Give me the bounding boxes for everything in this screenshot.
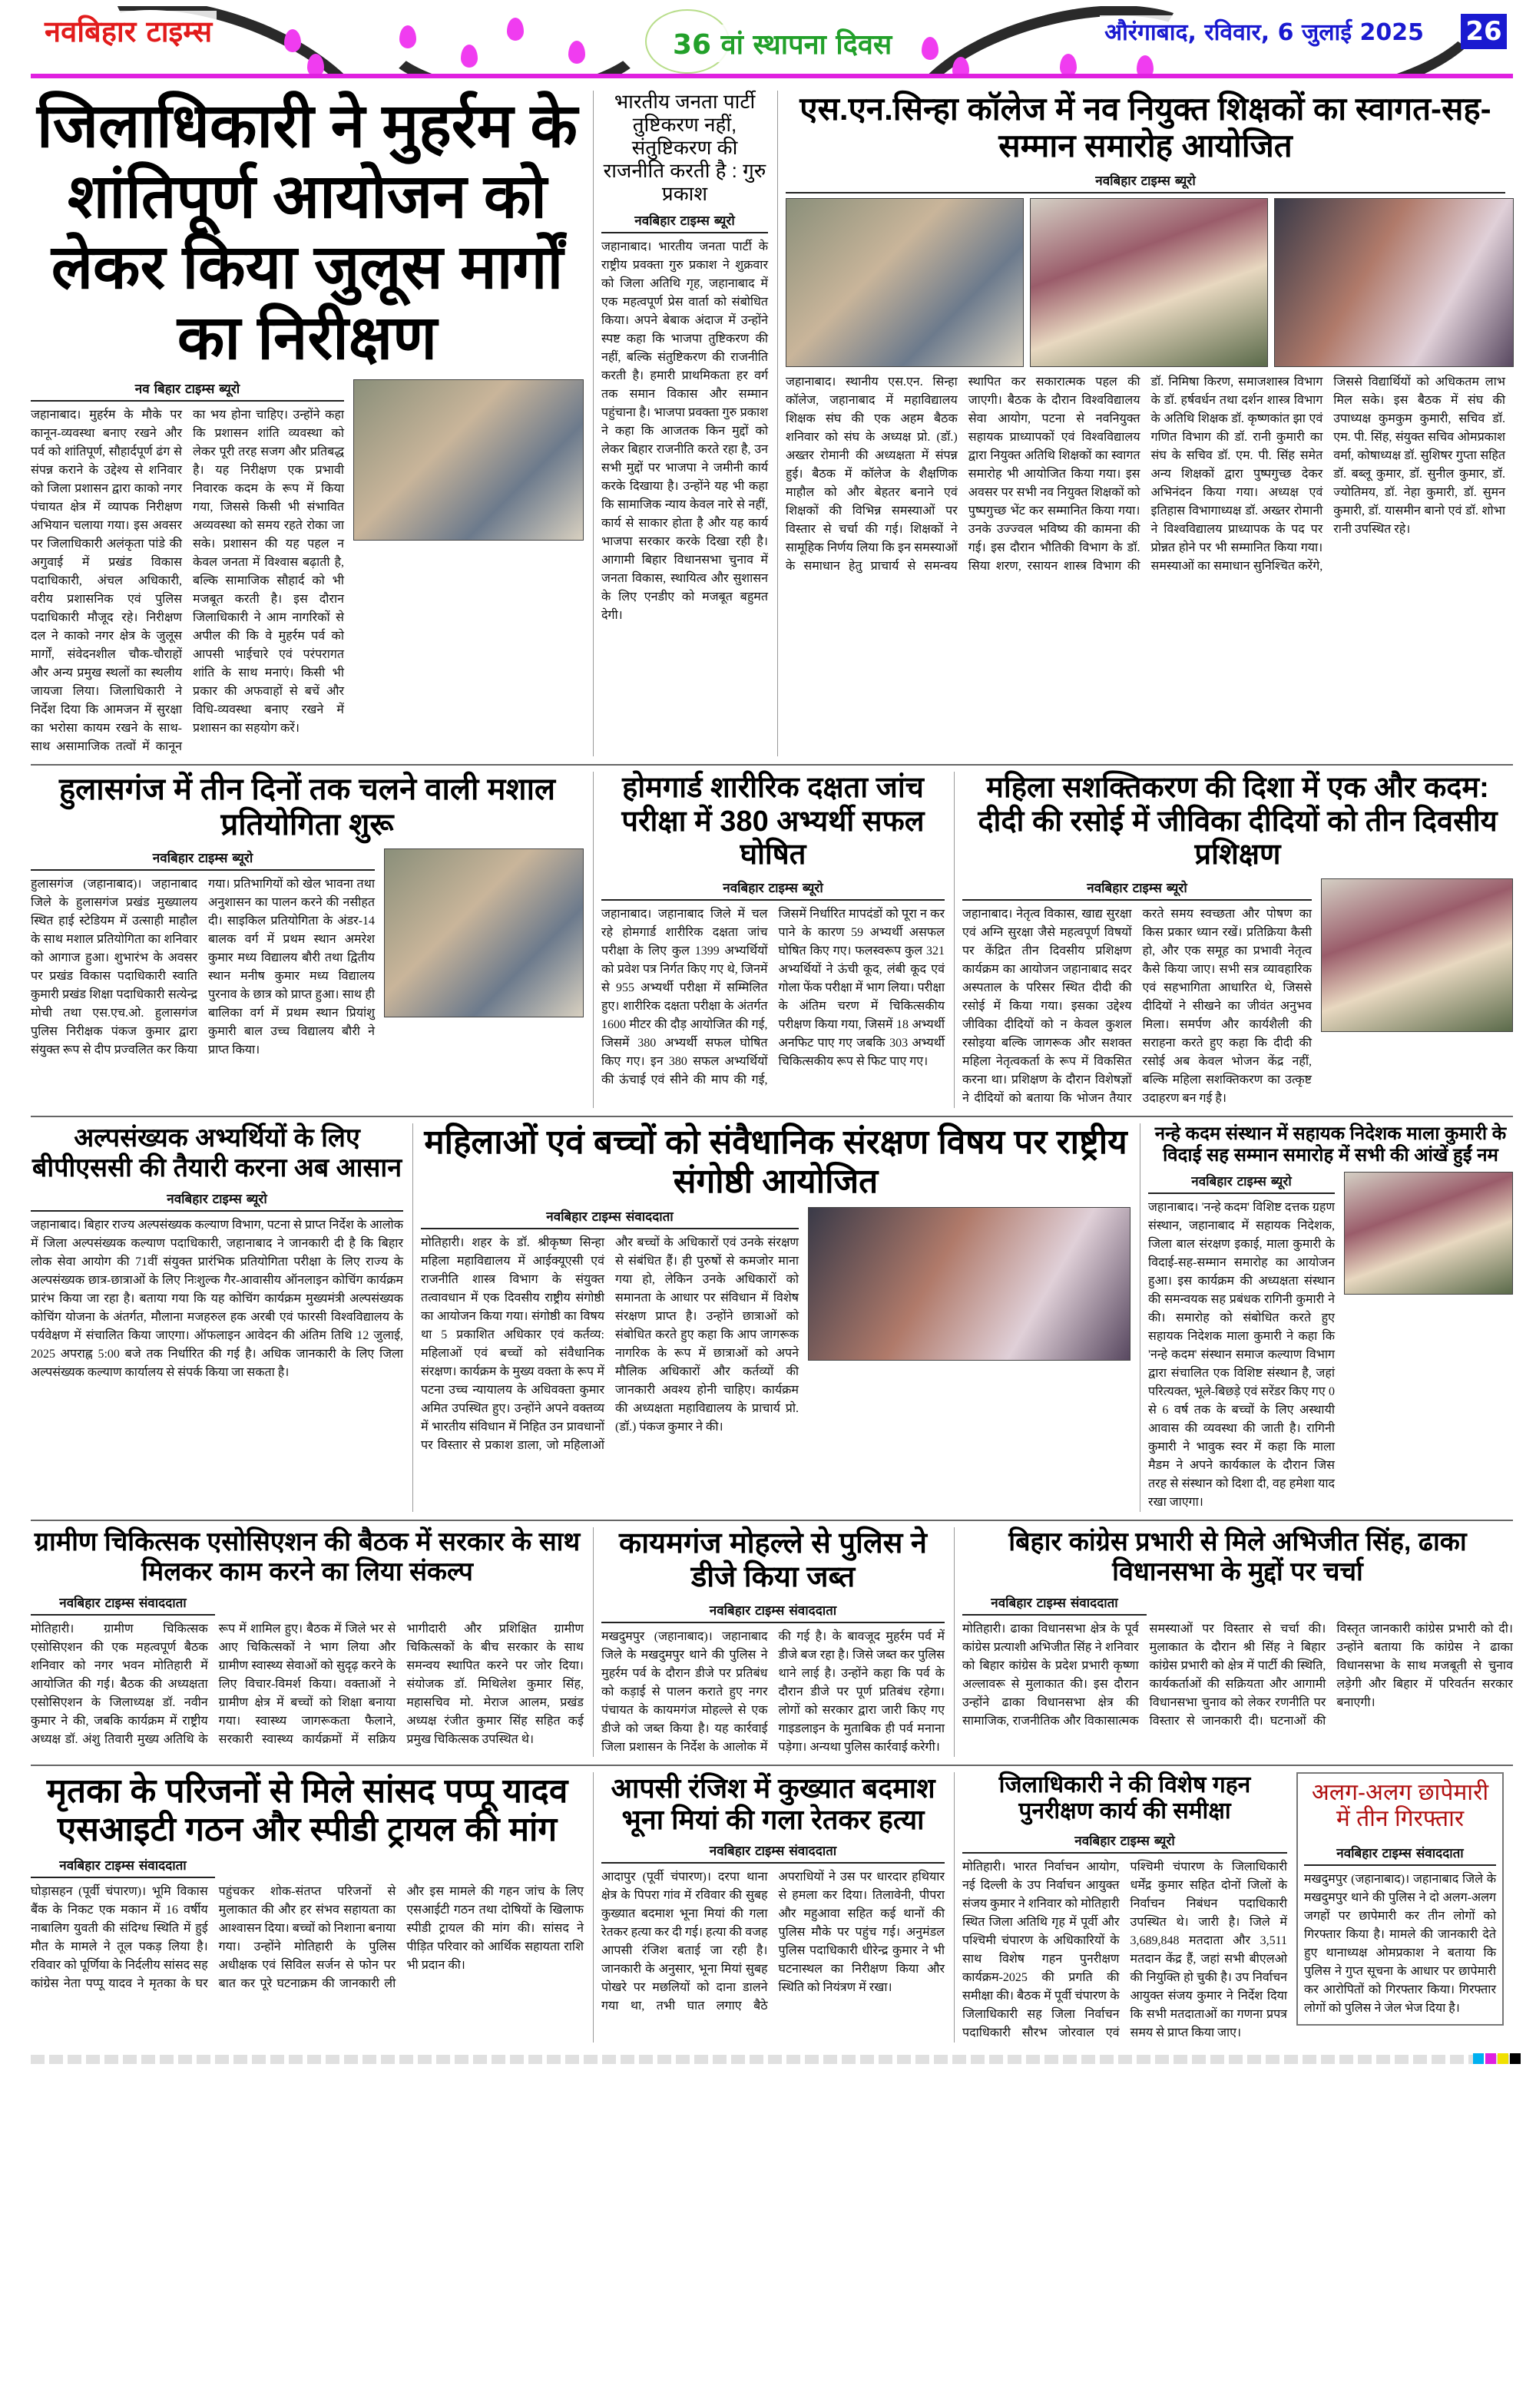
article-dj-seized [593, 1527, 945, 1756]
article-body: जहानाबाद। मुहर्रम के मौके पर कानून-व्यवस्था बनाए रखने और पर्व को शांतिपूर्ण, सौहार्दपूर्ण ढंग से संपन्न कराने के उद्देश्य से शनिवार को जिला प्रशासन द्वारा काको नगर पंचायत क्षेत्र में व्यापक निरीक्षण अभियान चलाया गया। इस अवसर पर जिलाधिकारी अलंकृता पांडे की अगुवाई में प्रखंड विकास पदाधिकारी, अंचल अधिकारी, वरीय प्रशासनिक एवं पुलिस पदाधिकारी मौजूद रहे। निरीक्षण दल ने काको नगर क्षेत्र के जुलूस मार्गों, संवेदनशील चौक-चौराहों और अन्य प्रमुख स्थलों का स्थलीय जायजा लिया। जिलाधिकारी ने निर्देश दिया कि आमजन में सुरक्षा का भरोसा कायम रखने के साथ-साथ असामाजिक तत्वों में कानून का भय होना चाहिए। उन्होंने कहा कि प्रशासन शांति व्यवस्था को लेकर पूरी तरह सजग और प्रतिबद्ध है। यह निरीक्षण एक प्रभावी निवारक कदम के रूप में किया गया, जिससे किसी भी संभावित अव्यवस्था को समय रहते रोका जा सके। प्रशासन की यह पहल न केवल जनता में विश्वास बढ़ाती है, बल्कि सामाजिक सौहार्द को भी मजबूत करती है। इस दौरान जिलाधिकारी ने आम नागरिकों से अपील की कि वे मुहर्रम पर्व को आपसी भाईचारे एवं परंपरागत शांति के साथ मनाएं। किसी भी प्रकार की अफवाहों से बचें और विधि-व्यवस्था बनाए रखने में प्रशासन का सहयोग करें। [31, 408, 344, 753]
article-bjp-guru-prakash [593, 91, 768, 756]
article-sn-sinha-college [777, 91, 1505, 756]
headline: महिला सशक्तिकरण की दिशा में एक और कदम: दीदी की रसोई में जीविका दीदियों को तीन दिवसीय प्रशिक्षण [978, 772, 1498, 872]
headline: जिलाधिकारी ने मुहर्रम के शांतिपूर्ण आयोजन को लेकर किया जुलूस मार्गों का निरीक्षण [37, 91, 578, 372]
byline: नवबिहार टाइम्स ब्यूरो [786, 171, 1505, 194]
article-national-seminar [412, 1123, 1130, 1512]
anniversary-title: 36 वां स्थापना दिवस [668, 25, 896, 62]
headline: होमगार्ड शारीरिक दक्षता जांच परीक्षा में 380 अभ्यर्थी सफल घोषित [621, 772, 925, 872]
byline: नवबिहार टाइम्स संवाददाता [31, 1593, 215, 1616]
headline: नन्हे कदम संस्थान में सहायक निदेशक माला कुमारी के विदाई सह सम्मान समारोह में सभी की आंखें हुईं नम [1154, 1123, 1507, 1166]
byline: नवबिहार टाइम्स संवाददाता [962, 1593, 1147, 1616]
article-pappu-yadav [31, 1772, 584, 2043]
article-body: जहानाबाद। स्थानीय एस.एन. सिन्हा कॉलेज, जहानाबाद में महाविद्यालय शिक्षक संघ की एक अहम बैठक शनिवार को संघ के अध्यक्ष प्रो. (डॉ.) अख्तर रोमानी की अध्यक्षता में संपन्न हुई। बैठक में कॉलेज के शैक्षणिक माहौल को और बेहतर बनाने एवं शिक्षकों की विभिन्न समस्याओं पर विस्तार से चर्चा की गई। शिक्षकों ने सामूहिक निर्णय लिया कि इन समस्याओं के समाधान हेतु प्राचार्य से समन्वय स्थापित कर सकारात्मक पहल की जाएगी। बैठक के दौरान विश्वविद्यालय सेवा आयोग, पटना से नवनियुक्त सहायक प्राध्यापकों एवं विश्वविद्यालय द्वारा नियुक्त अतिथि शिक्षकों का स्वागत समारोह भी आयोजित किया गया। इस अवसर पर सभी नव नियुक्त शिक्षकों को पुष्पगुच्छ भेंट कर सम्मानित किया गया। उनके उज्ज्वल भविष्य की कामना की गई। इस दौरान भौतिकी विभाग के डॉ. सिया शरण, रसायन शास्त्र विभाग की डॉ. निमिषा किरण, समाजशास्त्र विभाग के डॉ. हर्षवर्धन तथा दर्शन शास्त्र विभाग के अतिथि शिक्षक डॉ. कृष्णकांत झा एवं गणित विभाग की डॉ. रानी कुमारी का संघ के सचिव डॉ. एम. पी. सिंह समेत अन्य शिक्षकों द्वारा पुष्पगुच्छ देकर अभिनंदन किया गया। अध्यक्ष एवं इतिहास विभागाध्यक्ष डॉ. अख्तर रोमानी ने विश्वविद्यालय प्राध्यापक के पद पर प्रोन्नत होने पर भी सम्मानित किया गया। समस्याओं का समाधान सुनिश्चित करेंगे, जिससे विद्यार्थियों को अधिकतम लाभ मिल सके। इस बैठक में संघ की उपाध्यक्ष कुमकुम कुमारी, सचिव डॉ. एम. पी. सिंह, संयुक्त सचिव ओमप्रकाश वर्मा, कोषाध्यक्ष डॉ. सुशिषर गुप्ता सहित डॉ. बब्लू कुमार, डॉ. सुनील कुमार, डॉ. ज्योतिमय, डॉ. नेहा कुमारी, डॉ. सुमन कुमारी, डॉ. यासमीन बानो एवं डॉ. शोभा रानी उपस्थित रहे। [786, 375, 1505, 573]
headline: बिहार कांग्रेस प्रभारी से मिले अभिजीत सिंह, ढाका विधानसभा के मुद्दों पर चर्चा [1008, 1527, 1467, 1587]
article-muharram-inspection [31, 91, 584, 756]
article-body: मखदुमपुर (जहानाबाद)। जहानाबाद जिले के मखदुमपुर थाने की पुलिस ने दो अलग-अलग जगहों पर छापेमारी कर तीन लोगों को गिरफ्तार किया है। मामले की जानकारी देते हुए थानाध्यक्ष ओमप्रकाश ने बताया कि पुलिस ने गुप्त सूचना के आधार पर छापेमारी कर आरोपितों को गिरफ्तार किया। गिरफ्तार लोगों को पुलिस ने जेल भेज दिया है। [1304, 1872, 1496, 2015]
news-photo [808, 1207, 1130, 1361]
article-body: मोतिहारी। भारत निर्वाचन आयोग, नई दिल्ली के उप निर्वाचन आयुक्त संजय कुमार ने शनिवार को मोतिहारी स्थित जिला अतिथि गृह में पूर्वी और पश्चिमी चंपारण के अधिकारियों के साथ विशेष गहन पुनरीक्षण कार्यक्रम-2025 की प्रगति की समीक्षा की। बैठक में पूर्वी चंपारण के जिलाधिकारी सह जिला निर्वाचन पदाधिकारी सौरभ जोरवाल एवं पश्चिमी चंपारण के जिलाधिकारी धर्मेंद्र कुमार सहित दोनों जिलों के निर्वाचन निबंधन पदाधिकारी उपस्थित थे। जारी है। जिले में 3,689,848 मतदाता और 3,511 मतदान केंद्र हैं, जहां सभी बीएलओ की नियुक्ति हो चुकी है। उप निर्वाचन आयुक्त संजय कुमार ने निर्देश दिया कि सभी मतदाताओं का गणना प्रपत्र समय से प्राप्त किया जाए। [962, 1860, 1287, 2039]
news-row [31, 1520, 1513, 1764]
edition-date: औरंगाबाद, रविवार, 6 जुलाई 2025 [1100, 15, 1428, 47]
article-body: जहानाबाद। 'नन्हे कदम' विशिष्ट दत्तक ग्रहण संस्थान, जहानाबाद में सहायक निदेशक, जिला बाल संरक्षण इकाई, माला कुमारी के विदाई-सह-सम्मान समारोह का आयोजन हुआ। इस कार्यक्रम की अध्यक्षता संस्थान की समन्वयक सह प्रबंधक रागिनी कुमारी ने की। समारोह को संबोधित करते हुए सहायक निदेशक माला कुमारी ने कहा कि 'नन्हे कदम' संस्थान समाज कल्याण विभाग द्वारा संचालित एक विशिष्ट संस्थान है, जहां परित्यक्त, भूले-बिछड़े एवं सरेंडर किए गए 0 से 6 वर्ष तक के बच्चों के लिए अस्थायी आवास की व्यवस्था की जाती है। रागिनी कुमारी ने भावुक स्वर में कहा कि माला मैडम ने अपने कार्यकाल के दौरान जिस तरह से संस्थान को दिशा दी, वह हमेशा याद रखा जाएगा। [1148, 1201, 1335, 1510]
news-row [31, 764, 1513, 1116]
headline: मृतका के परिजनों से मिले सांसद पप्पू यादव एसआइटी गठन और स्पीडी ट्रायल की मांग [46, 1771, 568, 1849]
article-body: मखदुमपुर (जहानाबाद)। जहानाबाद जिले के मखदुमपुर थाने की पुलिस ने मुहर्रम पर्व के दौरान डीजे पर प्रतिबंध को कड़ाई से पालन कराते हुए नगर पंचायत के कायमगंज मोहल्ले से एक डीजे को जब्त किया है। यह कार्रवाई जिला प्रशासन के निर्देश के आलोक में की गई है। के बावजूद मुहर्रम पर्व में डीजे बज रहा है। जिसे जब्त कर पुलिस थाने लाई है। उन्होंने कहा कि पर्व के दौरान डीजे पर पूर्ण प्रतिबंध रहेगा। लोगों को सरकार द्वारा जारी किए गए गाइडलाइन के मुताबिक ही पर्व मनाना पड़ेगा। अन्यथा पुलिस कार्रवाई करेगी। [601, 1629, 945, 1754]
footer-bar [31, 2055, 1513, 2064]
byline: नवबिहार टाइम्स संवाददाता [31, 1856, 215, 1878]
page-number: 26 [1461, 14, 1507, 49]
article-body: मोतिहारी। ढाका विधानसभा क्षेत्र के पूर्व कांग्रेस प्रत्याशी अभिजीत सिंह ने शनिवार को बिहार कांग्रेस के प्रदेश प्रभारी कृष्णा अल्लावरू से मुलाकात की। इस दौरान उन्होंने ढाका विधानसभा क्षेत्र की सामाजिक, राजनीतिक और विकासात्मक समस्याओं पर विस्तार से चर्चा की। मुलाकात के दौरान श्री सिंह ने बिहार कांग्रेस प्रभारी को क्षेत्र में पार्टी की स्थिति, कार्यकर्ताओं की सक्रियता और आगामी विधानसभा चुनाव को लेकर रणनीति पर विस्तार से जानकारी दी। घटनाओं की विस्तृत जानकारी कांग्रेस प्रभारी को दी। उन्होंने बताया कि कांग्रेस ने ढाका विधानसभा के साथ मजबूती से चुनाव लड़ेगी और बिहार में परिवर्तन सरकार बनाएगी। [962, 1622, 1513, 1728]
headline: महिलाओं एवं बच्चों को संवैधानिक संरक्षण विषय पर राष्ट्रीय संगोष्ठी आयोजित [424, 1123, 1127, 1200]
byline: नवबिहार टाइम्स संवाददाता [421, 1207, 799, 1229]
article-congress-meeting [954, 1527, 1513, 1756]
headline: एस.एन.सिन्हा कॉलेज में नव नियुक्त शिक्षकों का स्वागत-सह-सम्मान समारोह आयोजित [799, 91, 1491, 164]
article-body: जहानाबाद। भारतीय जनता पार्टी के राष्ट्रीय प्रवक्ता गुरु प्रकाश ने शुक्रवार को जिला अतिथि गृह, जहानाबाद में एक महत्वपूर्ण प्रेस वार्ता को संबोधित किया। अपने बेबाक अंदाज में उन्होंने स्पष्ट कहा कि भाजपा तुष्टिकरण की नहीं, बल्कि संतुष्टिकरण की राजनीति करती है। हमारी प्राथमिकता हर वर्ग तक समान विकास और सम्मान पहुंचाना है। भाजपा प्रवक्ता गुरु प्रकाश ने कहा कि आजतक किन मुद्दों को लेकर बिहार राजनीति करते रहा है, उन सभी मुद्दों पर भाजपा ने जमीनी कार्य करके दिखाया है। उन्होंने यह भी कहा कि सामाजिक न्याय केवल नारे से नहीं, कार्य से साकार होता है और यह कार्य भाजपा सरकार करके दिखा रही है। आगामी बिहार विधानसभा चुनाव में जनता विकास, स्थायित्व और सुशासन के लिए एनडीए को मजबूत बहुमत देगी। [601, 240, 768, 623]
article-body: आदापुर (पूर्वी चंपारण)। दरपा थाना क्षेत्र के पिपरा गांव में रविवार की सुबह कुख्यात बदमाश भूना मियां की गला रेतकर हत्या कर दी गई। हत्या की वजह आपसी रंजिश बताई जा रही है। जानकारी के अनुसार, भूना मियां सुबह पोखरे पर मछलियों को दाना डालने गया था, तभी घात लगाए बैठे अपराधियों ने उस पर धारदार हथियार से हमला कर दिया। तिलावेनी, पीपरा और महुआवा सहित कई थानों की पुलिस मौके पर पहुंच गई। अनुमंडल पुलिस पदाधिकारी धीरेन्द्र कुमार ने भी घटनास्थल का निरीक्षण किया और स्थिति को नियंत्रण में रखा। [601, 1871, 945, 2013]
headline: अल्पसंख्यक अभ्यर्थियों के लिए बीपीएससी की तैयारी करना अब आसान [31, 1123, 402, 1183]
news-row [31, 1116, 1513, 1520]
headline: जिलाधिकारी ने की विशेष गहन पुनरीक्षण कार्य की समीक्षा [998, 1771, 1251, 1824]
page-content [31, 84, 1513, 2050]
headline: कायमगंज मोहल्ले से पुलिस ने डीजे किया जब्त [619, 1527, 927, 1593]
article-hulasganj-competition [31, 772, 584, 1108]
byline: नवबिहार टाइम्स ब्यूरो [601, 878, 945, 901]
news-photo [1344, 1172, 1513, 1295]
newspaper-logo: नवबिहार टाइम्स [40, 11, 217, 51]
article-three-arrested [1296, 1772, 1504, 2026]
article-body: मोतिहारी। ग्रामीण चिकित्सक एसोसिएशन की एक महत्वपूर्ण बैठक शनिवार को नगर भवन मोतिहारी में आयोजित की गई। बैठक की अध्यक्षता एसोसिएशन के जिलाध्यक्ष डॉ. नवीन कुमार ने की, जबकि कार्यक्रम में राष्ट्रीय अध्यक्ष डॉ. अंशु तिवारी मुख्य अतिथि के रूप में शामिल हुए। बैठक में जिले भर से आए चिकित्सकों ने भाग लिया और ग्रामीण स्वास्थ्य सेवाओं को सुदृढ़ करने के लिए विचार-विमर्श किया। वक्ताओं ने ग्रामीण क्षेत्र में बच्चों को शिक्षा बनाया गया। स्वास्थ्य जागरूकता फैलाने, सरकारी स्वास्थ्य कार्यक्रमों में सक्रिय भागीदारी और प्रशिक्षित ग्रामीण चिकित्सकों के बीच सरकार के साथ समन्वय स्थापित करने पर जोर दिया। संयोजक डॉ. मिथिलेश कुमार सिंह, महासचिव मो. मेराज आलम, प्रखंड अध्यक्ष रंजीत कुमार सिंह सहित कई प्रमुख चिकित्सक उपस्थित थे। [31, 1622, 584, 1747]
article-body: जहानाबाद। जहानाबाद जिले में चल रहे होमगार्ड शारीरिक दक्षता जांच परीक्षा के लिए कुल 1399 अभ्यर्थियों को प्रवेश पत्र निर्गत किए गए थे, जिनमें से 955 अभ्यर्थी परीक्षा में सम्मिलित हुए। शारीरिक दक्षता परीक्षा के अंतर्गत 1600 मीटर की दौड़ आयोजित की गई, जिसमें 380 अभ्यर्थी सफल घोषित किए गए। इन 380 सफल अभ्यर्थियों की ऊंचाई एवं सीने की माप की गई, जिसमें निर्धारित मापदंडों को पूरा न कर पाने के कारण 59 अभ्यर्थी असफल घोषित किए गए। फलस्वरूप कुल 321 अभ्यर्थियों ने ऊंची कूद, लंबी कूद एवं गोला फेंक परीक्षा में भाग लिया। परीक्षा के अंतिम चरण में चिकित्सकीय परीक्षण किया गया, जिसमें 18 अभ्यर्थी अनफिट पाए गए जबकि 303 अभ्यर्थी चिकित्सकीय रूप से फिट पाए गए। [601, 908, 945, 1087]
article-body: घोड़ासहन (पूर्वी चंपारण)। भूमि विकास बैंक के निकट एक मकान में 16 वर्षीय नाबालिग युवती की संदिग्ध स्थिति में हुई मौत के मामले ने तूल पकड़ लिया है। रविवार को पूर्णिया के निर्दलीय सांसद सह कांग्रेस नेता पप्पू यादव ने मृतका के घर पहुंचकर शोक-संतप्त परिजनों से मुलाकात की और हर संभव सहायता का आश्वासन दिया। बच्चों को निशाना बनाया गया। उन्होंने मोतिहारी के पुलिस अधीक्षक एवं सिविल सर्जन से फोन पर बात कर पूरे घटनाक्रम की जानकारी ली और इस मामले की गहन जांच के लिए एसआईटी गठन तथा दोषियों के खिलाफ स्पीडी ट्रायल की मांग की। सांसद ने पीड़ित परिवार को आर्थिक सहायता राशि भी प्रदान की। [31, 1884, 584, 1990]
headline: आपसी रंजिश में कुख्यात बदमाश भूना मियां की गला रेतकर हत्या [611, 1771, 935, 1836]
masthead [31, 6, 1513, 78]
headline: हुलासगंज में तीन दिनों तक चलने वाली मशाल प्रतियोगिता शुरू [58, 772, 556, 842]
news-photo [353, 379, 584, 541]
color-registration-marks [1473, 2053, 1521, 2064]
article-body: मोतिहारी। शहर के डॉ. श्रीकृष्ण सिन्हा महिला महाविद्यालय में आईक्यूएसी एवं राजनीति शास्त्र विभाग के संयुक्त तत्वावधान में एक दिवसीय राष्ट्रीय संगोष्ठी का आयोजन किया गया। संगोष्ठी का विषय था 5 प्रकाशित अधिकार एवं कर्तव्य: महिलाओं एवं बच्चों को संवैधानिक संरक्षण। कार्यक्रम के मुख्य वक्ता के रूप में पटना उच्च न्यायालय के अधिवक्ता कुमार अमित उपस्थित हुए। उन्होंने अपने वक्तव्य में भारतीय संविधान में निहित उन प्रावधानों पर विस्तार से प्रकाश डाला, जो महिलाओं और बच्चों के अधिकारों एवं उनके संरक्षण से संबंधित हैं। ही पुरुषों से कमजोर माना गया हो, लेकिन उनके अधिकारों को समानता के आधार पर संविधान में विशेष संरक्षण प्राप्त है। उन्होंने छात्राओं को संबोधित करते हुए कहा कि आप जागरूक नागरिक के रूप में छात्राओं को अपने मौलिक अधिकारों और कर्तव्यों की जानकारी अवश्य होनी चाहिए। कार्यक्रम की अध्यक्षता महाविद्यालय के प्राचार्य प्रो. (डॉ.) पंकज कुमार ने की। [421, 1236, 799, 1453]
byline: नवबिहार टाइम्स ब्यूरो [962, 1831, 1287, 1854]
news-photo [1321, 878, 1513, 1032]
article-body: जहानाबाद। नेतृत्व विकास, खाद्य सुरक्षा एवं अग्नि सुरक्षा जैसे महत्वपूर्ण विषयों पर केंद्रित तीन दिवसीय प्रशिक्षण कार्यक्रम का आयोजन जहानाबाद सदर अस्पताल के परिसर स्थित दीदी की रसोई में किया गया। इसका उद्देश्य जीविका दीदियों को न केवल कुशल रसोइया बल्कि जागरूक और सशक्त महिला नेतृत्वकर्ता के रूप में विकसित करना था। प्रशिक्षण के दौरान विशेषज्ञों ने दीदियों को बताया कि भोजन तैयार करते समय स्वच्छता और पोषण का किस प्रकार ध्यान रखें। प्रतिक्रिया कैसी हो, और एक समूह का प्रभावी नेतृत्व कैसे किया जाए। सभी सत्र व्यावहारिक एवं सहभागिता आधारित थे, जिससे दीदियों ने सीखने का जीवंत अनुभव मिला। समर्पण और कार्यशैली की सराहना करते हुए कहा कि दीदी की रसोई अब केवल भोजन केंद्र नहीं, बल्कि महिला सशक्तिकरण का उत्कृष्ट उदाहरण बन गई है। [962, 908, 1312, 1106]
headline: ग्रामीण चिकित्सक एसोसिएशन की बैठक में सरकार के साथ मिलकर काम करने का लिया संकल्प [34, 1527, 581, 1587]
byline: नवबिहार टाइम्स ब्यूरो [962, 878, 1312, 901]
article-body: जहानाबाद। बिहार राज्य अल्पसंख्यक कल्याण विभाग, पटना से प्राप्त निर्देश के आलोक में जिला अल्पसंख्यक कल्याण पदाधिकारी, जहानाबाद ने जानकारी दी है कि बिहार लोक सेवा आयोग की 71वीं संयुक्त प्रारंभिक प्रतियोगिता परीक्षा के लिए राज्य के अल्पसंख्यक छात्र-छात्राओं के लिए निःशुल्क गैर-आवासीय ऑनलाइन कोचिंग कार्यक्रम प्रारंभ किया जा रहा है। बताया गया कि यह कोचिंग कार्यक्रम मुख्यमंत्री अल्पसंख्यक कोचिंग योजना के अंतर्गत, मौलाना मजहरुल हक अरबी एवं फारसी विश्वविद्यालय के पर्यवेक्षण में संचालित किया जाएगा। ऑफलाइन आवेदन की अंतिम तिथि 12 जुलाई, 2025 अपराह्न 5:00 बजे तक निर्धारित की गई है। अधिक जानकारी के लिए जिला अल्पसंख्यक कल्याण कार्यालय से संपर्क किया जा सकता है। [31, 1219, 403, 1380]
news-photo [1030, 198, 1268, 367]
byline: नव बिहार टाइम्स ब्यूरो [31, 379, 344, 402]
article-murder [593, 1772, 945, 2043]
news-photo [1274, 198, 1514, 367]
news-row [31, 1765, 1513, 2050]
byline: नवबिहार टाइम्स ब्यूरो [31, 848, 375, 871]
byline: नवबिहार टाइम्स संवाददाता [601, 1601, 945, 1623]
article-rural-doctors [31, 1527, 584, 1756]
article-homeguard-test [593, 772, 945, 1108]
article-bpsc-coaching [31, 1123, 403, 1512]
byline: नवबिहार टाइम्स संवाददाता [601, 1841, 945, 1864]
byline: नवबिहार टाइम्स संवाददाता [1304, 1844, 1496, 1866]
news-photo [384, 848, 584, 1017]
article-body: हुलासगंज (जहानाबाद)। जहानाबाद जिले के हुलासगंज प्रखंड मुख्यालय स्थित हाई स्टेडियम में उत्साही माहौल के साथ मशाल प्रतियोगिता का शनिवार को आगाज हुआ। शुभारंभ के अवसर पर प्रखंड विकास पदाधिकारी स्वाति कुमारी प्रखंड शिक्षा पदाधिकारी सत्येन्द्र मोची तथा एस.एच.ओ. हुलासगंज पुलिस निरीक्षक पंकज कुमार द्वारा संयुक्त रूप से दीप प्रज्वलित कर किया गया। प्रतिभागियों को खेल भावना तथा अनुशासन का पालन करने की नसीहत दी। साइकिल प्रतियोगिता के अंडर-14 बालक वर्ग में प्रथम स्थान अमरेश कुमार मध्य विद्यालय बौरी तथा द्वितीय स्थान मनीष कुमार मध्य विद्यालय पुरनाव के छात्र को प्राप्त हुआ। साथ ही बालिका वर्ग में प्रथम स्थान प्रियांशु कुमारी बाल उच्च विद्यालय बौरी ने प्राप्त किया। [31, 878, 375, 1057]
byline: नवबिहार टाइम्स ब्यूरो [31, 1189, 403, 1212]
article-voter-revision [954, 1772, 1287, 2043]
byline: नवबिहार टाइम्स ब्यूरो [1148, 1172, 1335, 1194]
news-photo [786, 198, 1024, 367]
headline: भारतीय जनता पार्टी तुष्टिकरण नहीं, संतुष्टिकरण की राजनीति करती है : गुरु प्रकाश [603, 90, 766, 205]
byline: नवबिहार टाइम्स ब्यूरो [601, 211, 768, 233]
article-didi-ki-rasoi [954, 772, 1513, 1108]
headline: अलग-अलग छापेमारी में तीन गिरफ्तार [1311, 1779, 1489, 1832]
news-row [31, 84, 1513, 764]
article-nanhe-kadam [1140, 1123, 1513, 1512]
